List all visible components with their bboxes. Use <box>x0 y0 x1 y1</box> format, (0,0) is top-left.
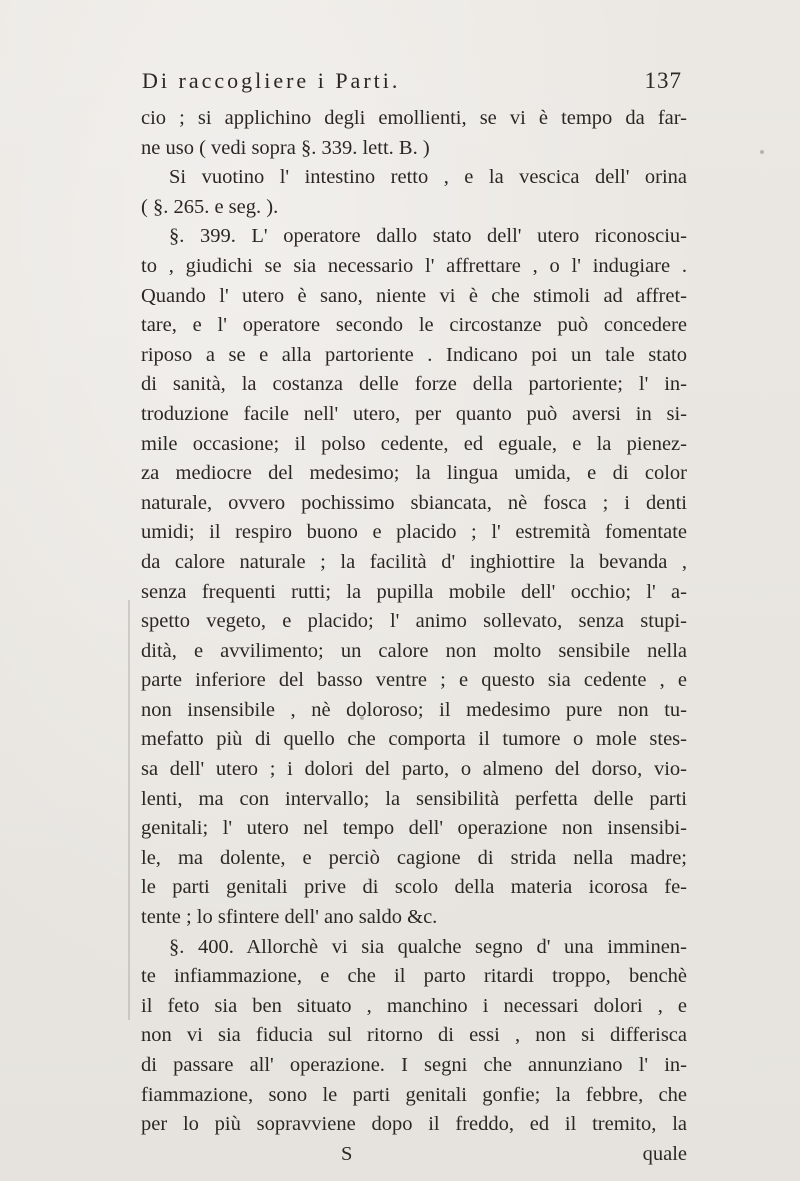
text-line: tare, e l' operatore secondo le circostanze può concedere <box>141 314 687 337</box>
text-line: tente ; lo sfintere dell' ano saldo &c. <box>141 906 438 929</box>
text-line: troduzione facile nell' utero, per quanto può aversi in si- <box>141 402 687 425</box>
body-text <box>141 104 687 1169</box>
catchword: quale <box>642 1142 687 1165</box>
text-line: ( §. 265. e seg. ). <box>141 195 279 218</box>
text-line: §. 399. L' operatore dallo stato dell' utero riconosciu- <box>169 225 687 248</box>
signature-mark: S <box>341 1142 353 1165</box>
binding-shadow <box>128 600 130 1020</box>
text-line: di sanità, la costanza delle forze della partoriente; l' in- <box>141 373 687 396</box>
text-line: di passare all' operazione. I segni che annunziano l' in- <box>141 1054 687 1076</box>
text-line: umidi; il respiro buono e placido ; l' estremità fomentate <box>141 521 687 544</box>
text-line: per lo più sopravviene dopo il freddo, ed il tremito, la <box>141 1113 687 1136</box>
text-line: Si vuotino l' intestino retto , e la vescica dell' orina <box>169 166 687 189</box>
text-line: mile occasione; il polso cedente, ed eguale, e la pienez- <box>141 432 687 455</box>
paper-speck <box>360 716 364 720</box>
text-line: le, ma dolente, e perciò cagione di strida nella madre; <box>141 846 687 869</box>
text-line: senza frequenti rutti; la pupilla mobile dell' occhio; l' a- <box>141 580 687 603</box>
text-line: fiammazione, sono le parti genitali gonfie; la febbre, che <box>141 1083 687 1106</box>
page-number: 137 <box>644 68 682 93</box>
running-head <box>142 68 682 102</box>
text-line: riposo a se e alla partoriente . Indicano poi un tale stato <box>141 343 687 366</box>
text-line: dità, e avvilimento; un calore non molto sensibile nella <box>141 639 687 662</box>
text-line: da calore naturale ; la facilità d' inghiottire la bevanda , <box>141 550 687 573</box>
text-line: za mediocre del medesimo; la lingua umida, e di color <box>141 462 687 485</box>
text-line: naturale, ovvero pochissimo sbiancata, nè fosca ; i denti <box>141 491 687 514</box>
text-line: le parti genitali prive di scolo della materia icorosa fe- <box>141 876 687 899</box>
running-title: Di raccogliere i Parti. <box>142 68 401 93</box>
text-line: §. 400. Allorchè vi sia qualche segno d' una imminen- <box>169 935 687 958</box>
text-line: parte inferiore del basso ventre ; e questo sia cedente , e <box>141 669 687 692</box>
text-line: genitali; l' utero nel tempo dell' operazione non insensibi- <box>141 817 687 840</box>
text-line: ne uso ( vedi sopra §. 339. lett. B. ) <box>141 136 430 159</box>
text-line: il feto sia ben situato , manchino i necessari dolori , e <box>141 994 687 1017</box>
paper-speck <box>760 150 764 154</box>
text-line: sa dell' utero ; i dolori del parto, o almeno del dorso, vio- <box>141 758 687 781</box>
signature-line <box>141 1140 687 1170</box>
text-line: spetto vegeto, e placido; l' animo sollevato, senza stupi- <box>141 610 687 633</box>
text-line: Quando l' utero è sano, niente vi è che stimoli ad affret- <box>141 284 687 307</box>
text-line: mefatto più di quello che comporta il tumore o mole stes- <box>141 728 687 751</box>
text-line: to , giudichi se sia necessario l' affrettare , o l' indugiare . <box>141 254 687 277</box>
text-line: lenti, ma con intervallo; la sensibilità perfetta delle parti <box>141 787 687 810</box>
text-line: non insensibile , nè doloroso; il medesimo pure non tu- <box>141 698 687 721</box>
text-line: te infiammazione, e che il parto ritardi troppo, benchè <box>141 965 687 988</box>
text-line: cio ; si applichino degli emollienti, se vi è tempo da far- <box>141 107 687 129</box>
text-line: non vi sia fiducia sul ritorno di essi , non si differisca <box>141 1024 687 1047</box>
